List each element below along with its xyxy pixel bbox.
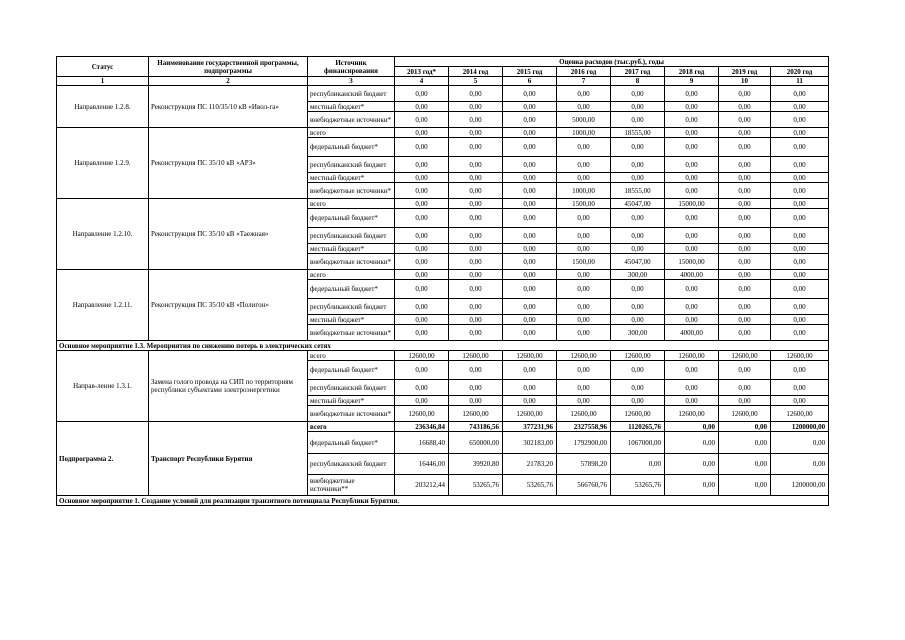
row-value: 15000,00	[665, 199, 719, 209]
header-estimate: Оценка расходов (тыс.руб.), годы	[395, 57, 829, 67]
row-value: 0,00	[665, 128, 719, 138]
row-value: 0,00	[395, 138, 449, 157]
row-source: всего	[308, 199, 395, 209]
row-value: 650000,00	[449, 432, 503, 454]
row-value: 0,00	[449, 128, 503, 138]
row-value: 0,00	[449, 361, 503, 380]
row-value: 0,00	[771, 173, 829, 183]
row-value: 12600,00	[611, 351, 665, 361]
row-value: 0,00	[665, 112, 719, 128]
row-value: 0,00	[771, 380, 829, 396]
row-source: внебюджетные источники*	[308, 406, 395, 422]
row-value: 0,00	[395, 199, 449, 209]
column-number: 8	[611, 77, 665, 86]
row-value: 0,00	[611, 102, 665, 112]
row-value: 5000,00	[557, 112, 611, 128]
row-status: Направление 1.2.11.	[57, 270, 149, 341]
row-value: 0,00	[719, 102, 771, 112]
row-value: 0,00	[665, 475, 719, 496]
row-value: 0,00	[771, 299, 829, 315]
row-value: 12600,00	[719, 351, 771, 361]
row-status: Направление 1.2.8.	[57, 86, 149, 128]
row-value: 0,00	[395, 361, 449, 380]
row-value: 0,00	[395, 270, 449, 280]
row-value: 0,00	[771, 138, 829, 157]
row-value: 0,00	[611, 315, 665, 325]
row-value: 0,00	[771, 244, 829, 254]
row-value: 12600,00	[719, 406, 771, 422]
row-value: 566760,76	[557, 475, 611, 496]
row-value: 4000,00	[665, 325, 719, 341]
row-source: внебюджетные источники*	[308, 183, 395, 199]
row-value: 0,00	[503, 254, 557, 270]
section-title: Основное мероприятие 1.3. Мероприятия по снижению потерь в электрических сетях	[57, 341, 829, 351]
column-number: 3	[308, 77, 395, 86]
row-value: 0,00	[395, 380, 449, 396]
row-source: всего	[308, 128, 395, 138]
row-value: 236346,84	[395, 422, 449, 432]
row-value: 0,00	[503, 380, 557, 396]
row-program-name: Реконструкция ПС 35/10 кВ «АРЗ»	[149, 128, 308, 199]
row-value: 12600,00	[557, 406, 611, 422]
row-value: 2327558,96	[557, 422, 611, 432]
row-source: всего	[308, 422, 395, 432]
row-value: 12600,00	[665, 351, 719, 361]
row-value: 0,00	[557, 228, 611, 244]
year-header: 2013 год*	[395, 67, 449, 77]
row-value: 0,00	[449, 112, 503, 128]
row-value: 0,00	[665, 380, 719, 396]
row-value: 12600,00	[503, 406, 557, 422]
row-value: 0,00	[611, 112, 665, 128]
row-value: 0,00	[503, 199, 557, 209]
row-value: 12600,00	[395, 406, 449, 422]
row-value: 0,00	[719, 299, 771, 315]
row-value: 0,00	[611, 396, 665, 406]
table-row	[57, 86, 829, 102]
row-value: 0,00	[719, 157, 771, 173]
row-value: 1000,00	[557, 128, 611, 138]
row-value: 0,00	[719, 454, 771, 475]
row-value: 0,00	[503, 102, 557, 112]
row-value: 12600,00	[503, 351, 557, 361]
row-status: Направление 1.2.10.	[57, 199, 149, 270]
row-program-name: Транспорт Республики Бурятия	[149, 422, 308, 496]
row-value: 0,00	[771, 102, 829, 112]
row-value: 0,00	[395, 325, 449, 341]
row-value: 0,00	[771, 454, 829, 475]
row-value: 0,00	[395, 280, 449, 299]
row-value: 0,00	[395, 244, 449, 254]
row-value: 0,00	[557, 138, 611, 157]
header-program: Наименование государственной программы, подпрограммы	[149, 57, 308, 77]
row-source: федеральный бюджет*	[308, 432, 395, 454]
row-value: 0,00	[665, 173, 719, 183]
column-number: 2	[149, 77, 308, 86]
row-value: 0,00	[665, 280, 719, 299]
row-value: 0,00	[395, 228, 449, 244]
header-status: Статус	[57, 57, 149, 77]
row-value: 12600,00	[449, 351, 503, 361]
row-value: 0,00	[395, 396, 449, 406]
row-value: 0,00	[503, 183, 557, 199]
row-value: 53265,76	[449, 475, 503, 496]
row-source: республиканский бюджет	[308, 86, 395, 102]
row-value: 45047,00	[611, 199, 665, 209]
row-value: 15000,00	[665, 254, 719, 270]
row-value: 0,00	[719, 183, 771, 199]
row-value: 0,00	[395, 299, 449, 315]
section-title: Основное мероприятие 1. Создание условий для реализации транзитного потенциала Республики Бурятия.	[57, 496, 829, 506]
row-value: 0,00	[503, 128, 557, 138]
row-source: местный бюджет*	[308, 396, 395, 406]
row-value: 0,00	[557, 173, 611, 183]
row-value: 1200000,00	[771, 475, 829, 496]
row-value: 0,00	[719, 254, 771, 270]
table-row	[57, 422, 829, 432]
document-page	[56, 56, 828, 506]
row-value: 0,00	[719, 86, 771, 102]
row-value: 0,00	[611, 244, 665, 254]
row-value: 0,00	[719, 209, 771, 228]
row-value: 1000,00	[557, 183, 611, 199]
row-value: 0,00	[719, 228, 771, 244]
row-value: 12600,00	[449, 406, 503, 422]
row-value: 300,00	[611, 270, 665, 280]
row-source: внебюджетные источники*	[308, 325, 395, 341]
row-source: местный бюджет*	[308, 244, 395, 254]
row-value: 0,00	[449, 270, 503, 280]
row-status: Подпрограмма 2.	[57, 422, 149, 496]
row-value: 0,00	[503, 228, 557, 244]
row-value: 0,00	[611, 280, 665, 299]
row-source: местный бюджет*	[308, 173, 395, 183]
row-value: 12600,00	[557, 351, 611, 361]
row-value: 12600,00	[665, 406, 719, 422]
row-value: 45047,00	[611, 254, 665, 270]
section-row	[57, 341, 829, 351]
row-value: 12600,00	[395, 351, 449, 361]
year-header: 2019 год	[719, 67, 771, 77]
row-value: 0,00	[449, 157, 503, 173]
row-value: 0,00	[449, 380, 503, 396]
column-number: 6	[503, 77, 557, 86]
row-value: 0,00	[771, 157, 829, 173]
row-value: 0,00	[771, 325, 829, 341]
row-value: 12600,00	[771, 406, 829, 422]
row-value: 0,00	[557, 157, 611, 173]
row-source: республиканский бюджет	[308, 157, 395, 173]
row-value: 0,00	[503, 299, 557, 315]
row-value: 0,00	[449, 86, 503, 102]
row-value: 0,00	[771, 199, 829, 209]
row-value: 0,00	[557, 325, 611, 341]
row-value: 4000,00	[665, 270, 719, 280]
row-value: 0,00	[449, 280, 503, 299]
row-value: 39920,80	[449, 454, 503, 475]
row-value: 0,00	[449, 183, 503, 199]
row-value: 0,00	[665, 299, 719, 315]
row-source: федеральный бюджет*	[308, 209, 395, 228]
row-value: 0,00	[395, 102, 449, 112]
table-row	[57, 128, 829, 138]
row-value: 0,00	[503, 209, 557, 228]
row-value: 0,00	[719, 173, 771, 183]
row-value: 0,00	[771, 280, 829, 299]
row-value: 0,00	[557, 244, 611, 254]
row-value: 0,00	[719, 315, 771, 325]
row-value: 0,00	[665, 183, 719, 199]
row-value: 0,00	[557, 270, 611, 280]
table-row	[57, 351, 829, 361]
row-value: 0,00	[449, 138, 503, 157]
row-value: 0,00	[665, 138, 719, 157]
row-value: 0,00	[719, 325, 771, 341]
row-value: 0,00	[719, 280, 771, 299]
row-value: 0,00	[665, 396, 719, 406]
row-value: 0,00	[771, 228, 829, 244]
row-value: 0,00	[395, 173, 449, 183]
row-value: 0,00	[395, 315, 449, 325]
row-value: 0,00	[665, 432, 719, 454]
row-source: внебюджетные источники*	[308, 112, 395, 128]
row-value: 0,00	[503, 280, 557, 299]
row-value: 0,00	[771, 183, 829, 199]
row-value: 53265,76	[611, 475, 665, 496]
row-value: 0,00	[503, 138, 557, 157]
year-header: 2017 год	[611, 67, 665, 77]
row-value: 377231,96	[503, 422, 557, 432]
row-value: 0,00	[611, 157, 665, 173]
row-value: 0,00	[719, 475, 771, 496]
row-value: 0,00	[557, 315, 611, 325]
row-source: всего	[308, 270, 395, 280]
year-header: 2016 год	[557, 67, 611, 77]
row-value: 0,00	[557, 86, 611, 102]
row-value: 0,00	[611, 228, 665, 244]
row-value: 0,00	[771, 361, 829, 380]
column-number: 7	[557, 77, 611, 86]
row-value: 0,00	[449, 254, 503, 270]
row-value: 203212,44	[395, 475, 449, 496]
row-source: местный бюджет*	[308, 315, 395, 325]
row-value: 0,00	[719, 396, 771, 406]
row-value: 0,00	[611, 86, 665, 102]
row-value: 0,00	[665, 209, 719, 228]
row-value: 0,00	[503, 315, 557, 325]
row-value: 0,00	[611, 173, 665, 183]
row-value: 0,00	[557, 380, 611, 396]
row-value: 0,00	[611, 454, 665, 475]
row-value: 0,00	[611, 299, 665, 315]
row-value: 0,00	[719, 361, 771, 380]
year-header: 2015 год	[503, 67, 557, 77]
year-header: 2014 год	[449, 67, 503, 77]
row-value: 0,00	[771, 432, 829, 454]
header-source: Источник финансирования	[308, 57, 395, 77]
row-value: 0,00	[395, 183, 449, 199]
row-value: 0,00	[665, 86, 719, 102]
column-number: 4	[395, 77, 449, 86]
row-value: 0,00	[719, 270, 771, 280]
row-value: 0,00	[771, 86, 829, 102]
row-program-name: Реконструкция ПС 35/10 кВ «Полигон»	[149, 270, 308, 341]
row-value: 0,00	[449, 299, 503, 315]
row-value: 0,00	[449, 228, 503, 244]
row-value: 0,00	[719, 432, 771, 454]
row-value: 1500,00	[557, 199, 611, 209]
row-source: федеральный бюджет*	[308, 361, 395, 380]
column-number: 5	[449, 77, 503, 86]
row-value: 0,00	[503, 173, 557, 183]
row-value: 0,00	[449, 315, 503, 325]
row-value: 0,00	[719, 138, 771, 157]
row-value: 18555,00	[611, 183, 665, 199]
row-source: внебюджетные источники*	[308, 254, 395, 270]
row-value: 57898,20	[557, 454, 611, 475]
row-value: 0,00	[395, 112, 449, 128]
row-program-name: Замена голого провода на СИП по территориям республики субъектами электроэнергетики	[149, 351, 308, 422]
row-value: 0,00	[503, 86, 557, 102]
row-status: Направ-ление 1.3.1.	[57, 351, 149, 422]
row-value: 0,00	[503, 244, 557, 254]
row-value: 0,00	[557, 299, 611, 315]
row-value: 0,00	[557, 280, 611, 299]
row-value: 743186,56	[449, 422, 503, 432]
row-value: 12600,00	[771, 351, 829, 361]
column-number: 11	[771, 77, 829, 86]
row-value: 0,00	[449, 102, 503, 112]
row-value: 302183,00	[503, 432, 557, 454]
row-value: 0,00	[395, 254, 449, 270]
row-value: 1200000,00	[771, 422, 829, 432]
row-value: 0,00	[665, 422, 719, 432]
row-value: 0,00	[665, 102, 719, 112]
row-value: 0,00	[503, 396, 557, 406]
row-value: 0,00	[665, 454, 719, 475]
row-value: 0,00	[395, 128, 449, 138]
row-program-name: Реконструкция ПС 35/10 кВ «Таежная»	[149, 199, 308, 270]
row-value: 0,00	[557, 209, 611, 228]
column-number: 1	[57, 77, 149, 86]
row-value: 0,00	[503, 157, 557, 173]
row-value: 53265,76	[503, 475, 557, 496]
row-value: 16446,00	[395, 454, 449, 475]
row-value: 0,00	[449, 244, 503, 254]
row-value: 0,00	[395, 209, 449, 228]
year-header: 2020 год	[771, 67, 829, 77]
row-value: 0,00	[719, 422, 771, 432]
row-value: 0,00	[665, 244, 719, 254]
row-value: 0,00	[395, 86, 449, 102]
row-status: Направление 1.2.9.	[57, 128, 149, 199]
row-value: 0,00	[611, 138, 665, 157]
row-value: 0,00	[449, 396, 503, 406]
row-value: 0,00	[503, 361, 557, 380]
row-value: 0,00	[449, 199, 503, 209]
row-value: 0,00	[503, 270, 557, 280]
row-source: республиканский бюджет	[308, 454, 395, 475]
row-source: внебюджетные источники**	[308, 475, 395, 496]
row-value: 0,00	[719, 199, 771, 209]
row-value: 0,00	[611, 209, 665, 228]
row-value: 0,00	[719, 380, 771, 396]
row-source: республиканский бюджет	[308, 228, 395, 244]
row-value: 0,00	[771, 315, 829, 325]
row-value: 0,00	[665, 361, 719, 380]
row-value: 0,00	[665, 228, 719, 244]
row-value: 0,00	[611, 361, 665, 380]
row-value: 0,00	[771, 270, 829, 280]
row-value: 1067000,00	[611, 432, 665, 454]
row-value: 12600,00	[611, 406, 665, 422]
row-value: 0,00	[719, 112, 771, 128]
row-value: 0,00	[557, 361, 611, 380]
table-body	[57, 57, 829, 506]
row-source: федеральный бюджет*	[308, 138, 395, 157]
row-value: 21783,20	[503, 454, 557, 475]
row-value: 1120265,76	[611, 422, 665, 432]
row-value: 0,00	[719, 244, 771, 254]
row-value: 0,00	[611, 380, 665, 396]
row-value: 0,00	[395, 157, 449, 173]
row-value: 0,00	[449, 209, 503, 228]
table-row	[57, 199, 829, 209]
table-row	[57, 270, 829, 280]
row-source: республиканский бюджет	[308, 380, 395, 396]
row-value: 18555,00	[611, 128, 665, 138]
column-number: 10	[719, 77, 771, 86]
row-value: 1792900,00	[557, 432, 611, 454]
row-value: 0,00	[503, 112, 557, 128]
expenditure-table	[56, 56, 829, 506]
section-row	[57, 496, 829, 506]
row-value: 0,00	[503, 325, 557, 341]
row-value: 1500,00	[557, 254, 611, 270]
row-source: федеральный бюджет*	[308, 280, 395, 299]
row-value: 0,00	[771, 254, 829, 270]
row-source: местный бюджет*	[308, 102, 395, 112]
row-value: 0,00	[771, 209, 829, 228]
row-value: 0,00	[449, 173, 503, 183]
row-source: республиканский бюджет	[308, 299, 395, 315]
row-value: 16688,40	[395, 432, 449, 454]
row-value: 0,00	[557, 102, 611, 112]
row-value: 0,00	[449, 325, 503, 341]
row-value: 0,00	[771, 112, 829, 128]
column-number: 9	[665, 77, 719, 86]
row-value: 0,00	[771, 128, 829, 138]
row-value: 0,00	[665, 157, 719, 173]
row-value: 0,00	[665, 315, 719, 325]
row-value: 0,00	[557, 396, 611, 406]
row-value: 300,00	[611, 325, 665, 341]
row-value: 0,00	[771, 396, 829, 406]
year-header: 2018 год	[665, 67, 719, 77]
row-value: 0,00	[719, 128, 771, 138]
row-source: всего	[308, 351, 395, 361]
row-program-name: Реконструкция ПС 110/35/10 кВ «Ивол-га»	[149, 86, 308, 128]
